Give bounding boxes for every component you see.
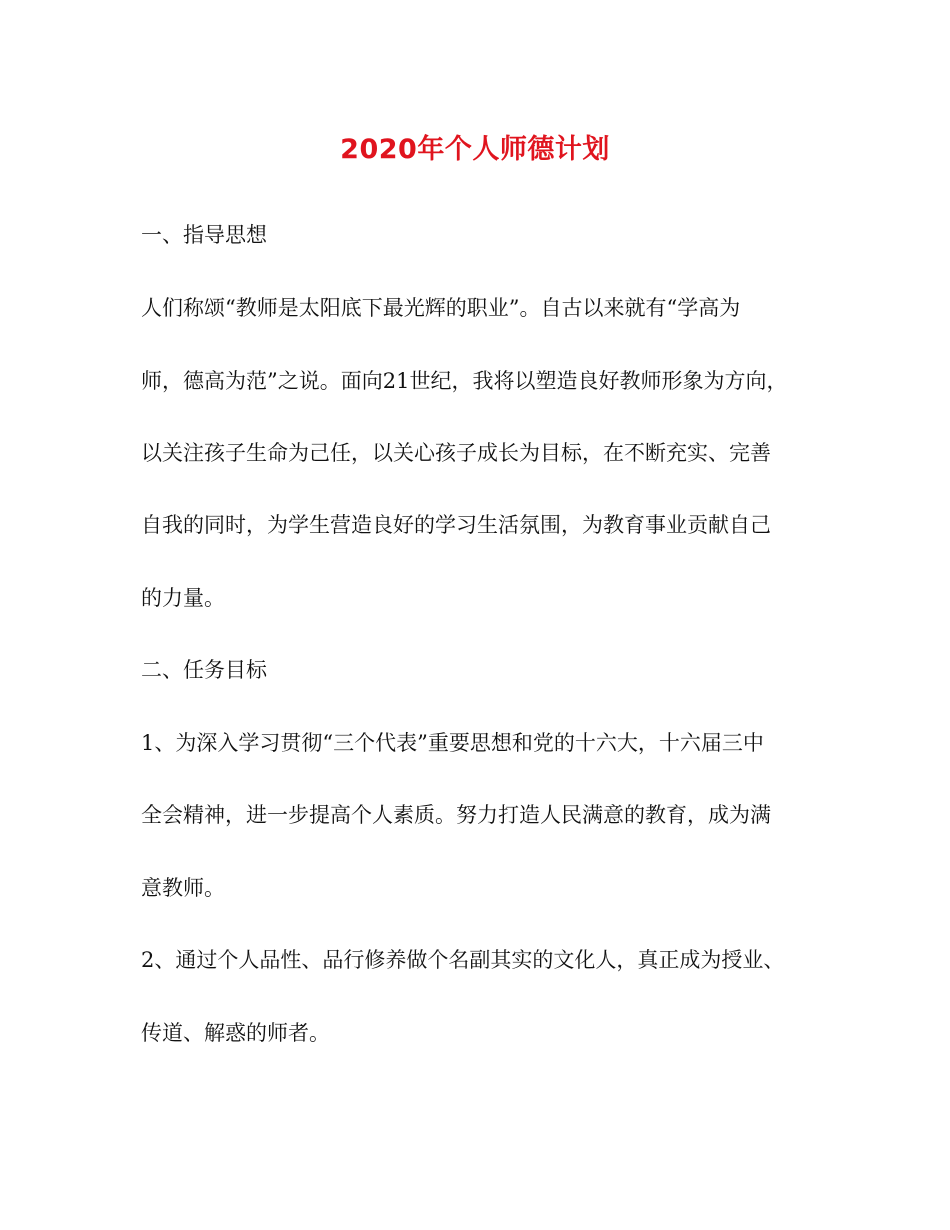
paragraph-line: 的力量。 (141, 586, 225, 610)
section-heading-guiding-thought: 一、指导思想 (141, 223, 267, 247)
paragraph-line: 传道、解惑的师者。 (141, 1021, 330, 1045)
paragraph-line: 人们称颂“教师是太阳底下最光辉的职业”。自古以来就有“学高为 (141, 296, 741, 320)
paragraph-line: 自我的同时，为学生营造良好的学习生活氛围，为教育事业贡献自己 (141, 513, 771, 537)
paragraph-line: 全会精神，进一步提高个人素质。努力打造人民满意的教育，成为满 (141, 803, 771, 827)
paragraph-line: 以关注孩子生命为己任，以关心孩子成长为目标，在不断充实、完善 (141, 441, 771, 465)
document-title: 2020年个人师德计划 (340, 134, 610, 165)
paragraph-line: 1、为深入学习贯彻“三个代表”重要思想和党的十六大，十六届三中 (141, 731, 764, 755)
paragraph-line: 2、通过个人品性、品行修养做个名副其实的文化人，真正成为授业、 (141, 948, 785, 972)
paragraph-line: 师，德高为范”之说。面向21世纪，我将以塑造良好教师形象为方向， (141, 369, 788, 393)
section-heading-task-goals: 二、任务目标 (141, 658, 267, 682)
paragraph-line: 意教师。 (141, 876, 225, 900)
